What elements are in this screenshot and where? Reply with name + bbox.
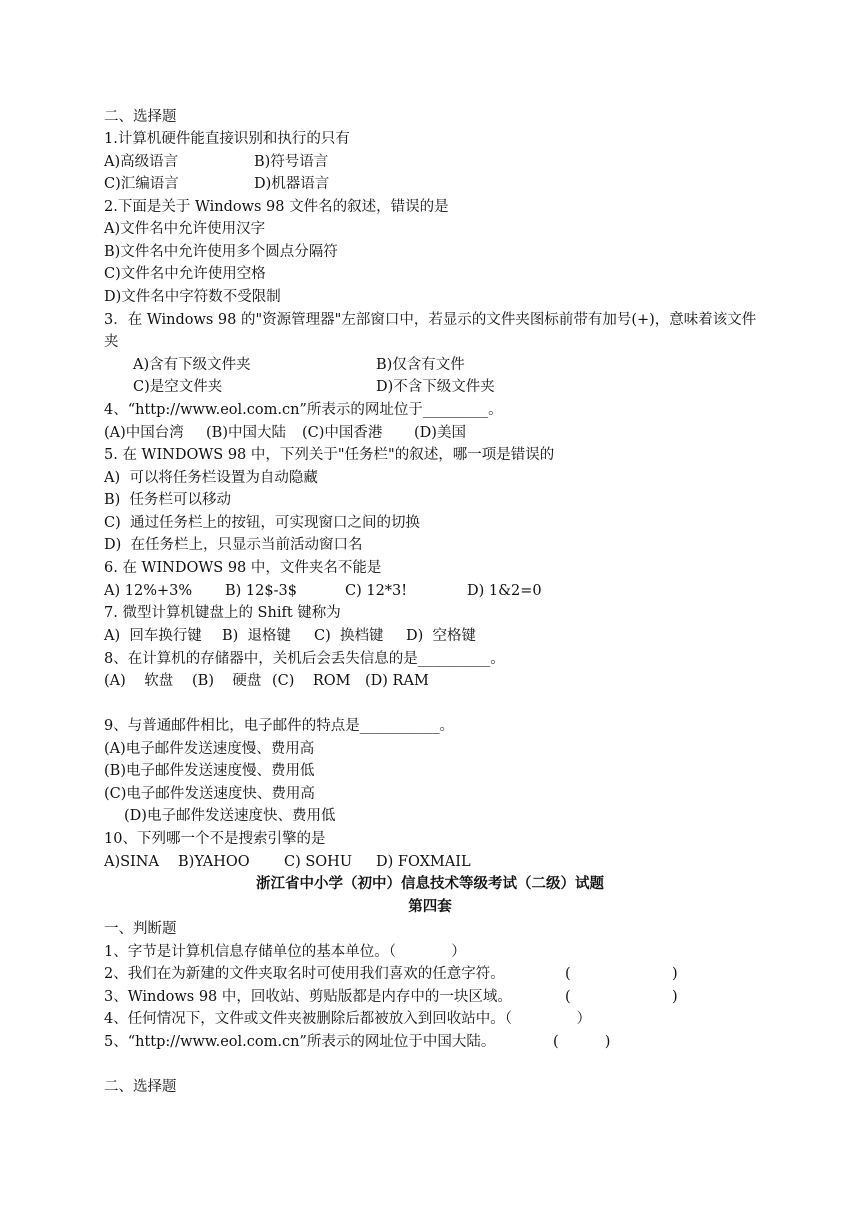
option-c: C) 12*3! [345,583,408,599]
judge-item: 4、任何情况下，文件或文件夹被删除后都被放入到回收站中。（ ） [104,1011,592,1027]
answer-parentheses: ( ) [565,966,678,982]
section-heading: 二、选择题 [104,109,177,125]
option-c: C)文件名中允许使用空格 [104,266,266,282]
exam-title: 浙江省中小学（初中）信息技术等级考试（二级）试题 [256,875,604,892]
option-a: A)文件名中允许使用汉字 [104,221,266,237]
judge-item: 2、我们在为新建的文件夹取名时可使用我们喜欢的任意字符。 [104,966,505,982]
question-stem: 3．在 Windows 98 的"资源管理器"左部窗口中，若显示的文件夹图标前带有加号(+)，意味着该文件 [104,312,757,328]
answer-parentheses: ( ) [565,989,678,1005]
option-a: A)SINA [104,854,159,870]
question-stem-continued: 夹 [104,334,119,350]
section-heading: 二、选择题 [104,1079,177,1095]
option-b: B) 12$-3$ [225,583,297,599]
question-stem: 7. 微型计算机键盘上的 Shift 键称为 [104,605,341,621]
section-heading: 一、判断题 [104,921,177,937]
option-b: (B)中国大陆 [206,425,286,441]
question-stem: 6. 在 WINDOWS 98 中，文件夹名不能是 [104,560,382,576]
option-b: B)YAHOO [178,854,250,870]
option-a: A)含有下级文件夹 [133,357,251,373]
judge-item: 5、“http://www.eol.com.cn”所表示的网址位于中国大陆。 [104,1034,496,1050]
option-c: (C)电子邮件发送速度快、费用高 [104,786,315,802]
option-a: (A)电子邮件发送速度慢、费用高 [104,741,315,757]
judge-item: 3、Windows 98 中，回收站、剪贴版都是内存中的一块区域。 [104,989,512,1005]
question-stem: 4、“http://www.eol.com.cn”所表示的网址位于_________。 [104,402,503,418]
option-b: B) 退格键 [222,628,292,644]
option-c: C)汇编语言 [104,176,179,192]
option-d: (D)电子邮件发送速度快、费用低 [124,808,336,824]
option-d: D)不含下级文件夹 [376,379,495,395]
option-a: A) 可以将任务栏设置为自动隐藏 [104,470,318,486]
question-stem: 9、与普通邮件相比，电子邮件的特点是___________。 [104,718,454,734]
question-stem: 5. 在 WINDOWS 98 中，下列关于"任务栏"的叙述，哪一项是错误的 [104,447,555,463]
option-d: D)机器语言 [254,176,330,192]
option-b: B)符号语言 [254,154,329,170]
answer-parentheses: ( ) [553,1034,611,1050]
option-c: C) 换档键 [314,628,384,644]
option-d: D)文件名中字符数不受限制 [104,289,281,305]
option-b: B)文件名中允许使用多个圆点分隔符 [104,244,338,260]
option-a: A) 12%+3% [104,583,193,599]
option-d: D) 空格键 [406,628,477,644]
option-d: D) 在任务栏上，只显示当前活动窗口名 [104,537,363,553]
judge-item: 1、字节是计算机信息存储单位的基本单位。（ ） [104,944,466,960]
option-a: (A) 软盘 [104,673,174,689]
option-c: (C) ROM [272,673,351,689]
option-c: C) SOHU [284,854,353,870]
option-a: A) 回车换行键 [104,628,202,644]
option-c: C) 通过任务栏上的按钮，可实现窗口之间的切换 [104,515,420,531]
question-stem: 2.下面是关于 Windows 98 文件名的叙述，错误的是 [104,199,449,215]
question-stem: 10、下列哪一个不是搜索引擎的是 [104,831,326,847]
option-b: B) 任务栏可以移动 [104,492,232,508]
option-a: A)高级语言 [104,154,179,170]
option-d: D) 1&2=0 [467,583,542,599]
option-b: B)仅含有文件 [376,357,465,373]
option-b: (B)电子邮件发送速度慢、费用低 [104,763,315,779]
option-b: (B) 硬盘 [192,673,262,689]
set-title: 第四套 [408,898,452,915]
option-c: C)是空文件夹 [133,379,223,395]
option-d: D) FOXMAIL [376,854,471,870]
question-stem: 1.计算机硬件能直接识别和执行的只有 [104,131,350,147]
option-c: (C)中国香港 [302,425,383,441]
question-stem: 8、在计算机的存储器中，关机后会丢失信息的是__________。 [104,651,505,667]
option-d: (D) RAM [365,673,429,689]
option-d: (D)美国 [414,425,466,441]
option-a: (A)中国台湾 [104,425,184,441]
